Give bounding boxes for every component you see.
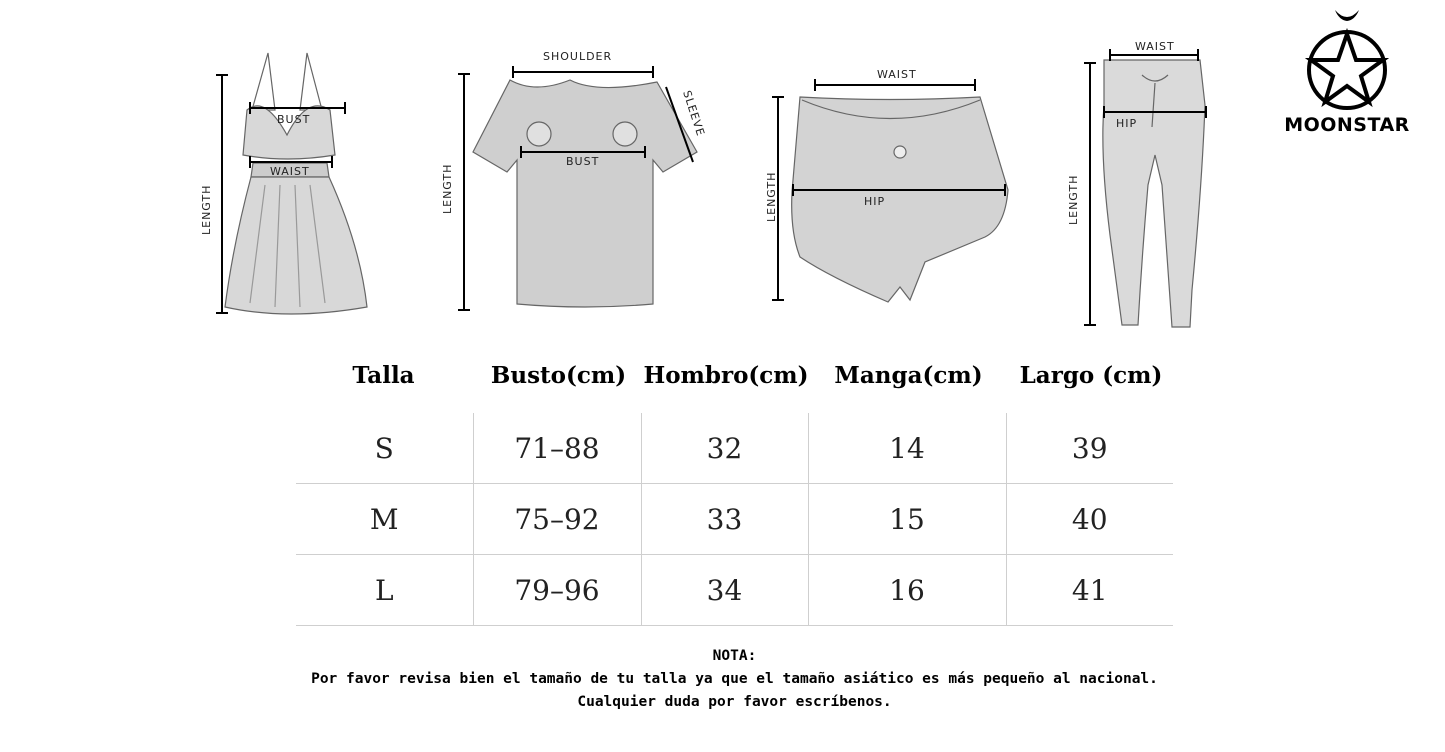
size-table: [296, 413, 1173, 626]
length-cell: 41: [1006, 555, 1173, 626]
header-hombro: Hombro(cm): [643, 362, 809, 389]
size-note: [296, 645, 1173, 714]
header-talla: Talla: [352, 362, 415, 389]
tshirt-illustration: [473, 80, 697, 307]
size-table-header: [296, 362, 1176, 394]
sleeve-cell: 15: [808, 484, 1006, 555]
dress-length-label: LENGTH: [200, 184, 213, 235]
table-row: [296, 413, 1173, 484]
brand-name: MOONSTAR: [1284, 114, 1410, 136]
pants-waist-label: WAIST: [1135, 40, 1175, 53]
tshirt-shoulder-label: SHOULDER: [543, 50, 613, 63]
bust-cell: 71–88: [473, 413, 641, 484]
note-title: NOTA:: [712, 648, 757, 664]
sleeve-cell: 14: [808, 413, 1006, 484]
shoulder-cell: 32: [641, 413, 808, 484]
note-line-1: Por favor revisa bien el tamaño de tu talla ya que el tamaño asiático es más pequeño al nacional.: [311, 671, 1158, 687]
moon-star-icon: [1297, 6, 1397, 116]
shorts-hip-label: HIP: [864, 195, 886, 208]
sleeve-cell: 16: [808, 555, 1006, 626]
shorts-length-label: LENGTH: [765, 171, 778, 222]
bust-cell: 75–92: [473, 484, 641, 555]
dress-illustration: [225, 53, 367, 314]
shorts-illustration: [792, 97, 1008, 302]
note-line-2: Cualquier duda por favor escríbenos.: [577, 694, 892, 710]
dress-bust-label: BUST: [277, 113, 311, 126]
size-cell: L: [296, 555, 473, 626]
tshirt-length-label: LENGTH: [441, 163, 454, 214]
size-cell: S: [296, 413, 473, 484]
size-cell: M: [296, 484, 473, 555]
tshirt-diagram: [435, 42, 720, 317]
header-manga: Manga(cm): [834, 362, 983, 389]
pants-hip-label: HIP: [1116, 117, 1138, 130]
header-largo: Largo (cm): [1019, 362, 1163, 389]
length-cell: 39: [1006, 413, 1173, 484]
pants-illustration: [1103, 60, 1205, 327]
tshirt-sleeve-label: SLEEVE: [680, 88, 708, 139]
pants-length-label: LENGTH: [1067, 174, 1080, 225]
shoulder-cell: 33: [641, 484, 808, 555]
table-row: [296, 484, 1173, 555]
brand-logo: [1262, 6, 1432, 136]
shorts-diagram: [760, 62, 1015, 312]
shorts-waist-label: WAIST: [877, 68, 917, 81]
header-busto: Busto(cm): [490, 362, 627, 389]
dress-diagram: [195, 45, 375, 320]
dress-waist-label: WAIST: [270, 165, 310, 178]
table-row: [296, 555, 1173, 626]
shoulder-cell: 34: [641, 555, 808, 626]
tshirt-bust-label: BUST: [566, 155, 600, 168]
pants-diagram: [1060, 35, 1220, 330]
length-cell: 40: [1006, 484, 1173, 555]
bust-cell: 79–96: [473, 555, 641, 626]
